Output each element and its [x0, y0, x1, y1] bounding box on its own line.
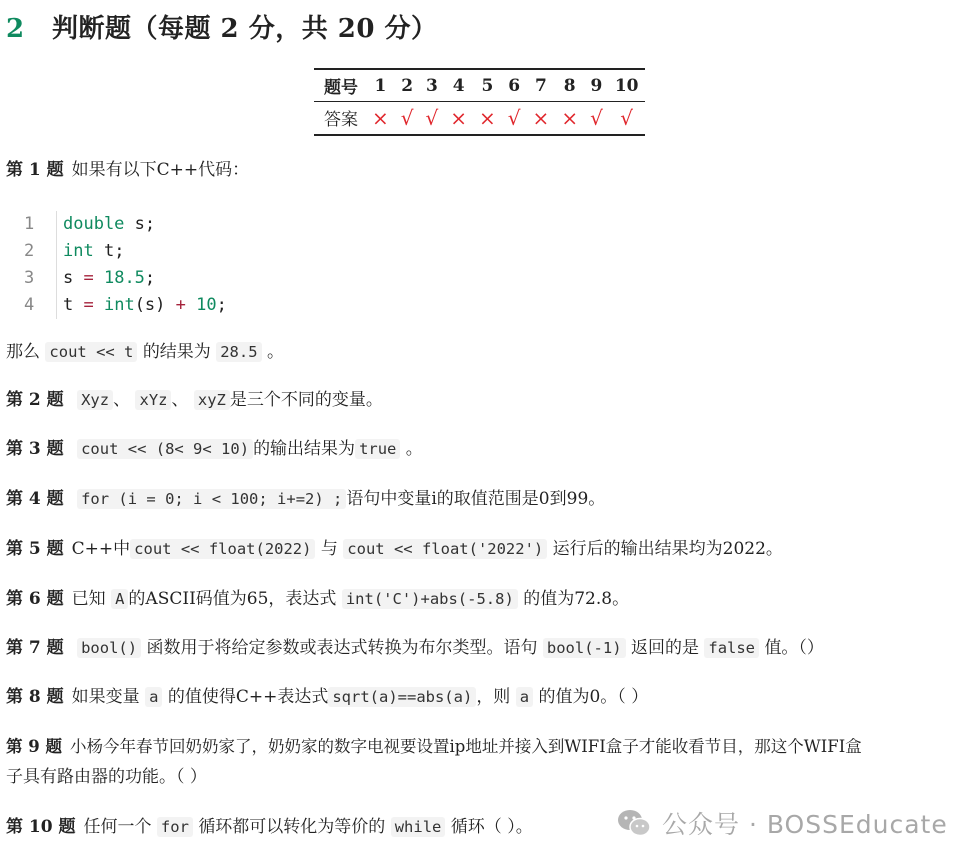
inline-code: for (i = 0; i < 100; i+=2) ;: [77, 489, 346, 509]
answer-table: [314, 68, 645, 136]
code-operator: =: [73, 268, 104, 288]
text: 是三个不同的变量。: [229, 390, 383, 410]
text: 返回的是: [630, 638, 699, 658]
text: 值。（）: [764, 638, 824, 658]
inline-code: bool(-1): [543, 638, 626, 658]
question-label: 第 10 题: [6, 817, 76, 837]
inline-code: xYz: [135, 390, 171, 410]
inline-code: true: [355, 439, 400, 459]
code-number: 18.5: [103, 268, 145, 288]
code-keyword: double: [63, 214, 125, 234]
code-text: (s): [134, 295, 176, 315]
inline-code: while: [391, 817, 446, 837]
text: 任何一个: [83, 817, 152, 837]
question-2: [6, 385, 383, 415]
text: 那么: [6, 342, 40, 362]
code-text: s: [63, 268, 74, 288]
text: 的输出结果为: [253, 439, 356, 459]
question-4: [6, 484, 605, 514]
answer-mark: ×: [532, 105, 550, 130]
answer-mark: ×: [479, 105, 496, 130]
answer-mark: ×: [372, 105, 389, 130]
inline-code: cout << float('2022'): [343, 539, 547, 559]
inline-code: A: [111, 589, 128, 609]
code-text: ;: [216, 295, 227, 315]
question-10: [6, 812, 533, 842]
question-label: 第 2 题: [6, 390, 64, 410]
code-keyword: int: [63, 241, 94, 261]
answer-table-header-row: [314, 69, 645, 102]
text: C++中: [71, 539, 131, 559]
code-text: t: [63, 295, 74, 315]
text: 如果变量: [71, 687, 140, 707]
code-text: ;: [144, 268, 156, 288]
question-number: 7: [527, 69, 556, 102]
answer-mark: √: [425, 105, 439, 130]
code-number: 10: [196, 295, 217, 315]
code-text: t;: [93, 241, 125, 261]
inline-code: sqrt(a)==abs(a): [328, 687, 476, 707]
code-line: [24, 265, 227, 292]
inline-code: bool(): [77, 638, 141, 658]
text: 。: [405, 439, 423, 459]
text: 运行后的输出结果均为2022。: [552, 539, 783, 559]
code-keyword: int: [103, 295, 135, 315]
question-label: 第 9 题: [6, 737, 62, 756]
answer-mark: √: [507, 105, 521, 130]
inline-code: for: [157, 817, 193, 837]
question-1-followup: [6, 337, 284, 367]
text: ，则: [476, 687, 511, 707]
question-number: 6: [502, 69, 527, 102]
text: 已知: [71, 589, 106, 609]
text: 小杨今年春节回奶奶家了，奶奶家的数字电视要设置ip地址并接入到WIFI盒子才能收看节目，那这个WIFI盒: [69, 737, 862, 756]
inline-code: cout << (8< 9< 10): [77, 439, 253, 459]
text: 、: [113, 390, 131, 410]
section-title: [6, 8, 437, 45]
line-number: 1: [24, 211, 57, 238]
question-label: 第 4 题: [6, 489, 64, 509]
question-5: [6, 534, 783, 564]
section-number: 2: [6, 14, 25, 44]
question-number: 3: [420, 69, 445, 102]
question-label: 第 8 题: [6, 687, 64, 707]
question-number: 9: [584, 69, 609, 102]
question-text: 如果有以下C++代码：: [71, 160, 250, 180]
line-number: 2: [24, 238, 57, 265]
line-number: 3: [24, 265, 57, 292]
inline-code: cout << t: [45, 342, 137, 362]
question-number: 5: [473, 69, 502, 102]
question-number: 4: [444, 69, 473, 102]
code-line: [24, 211, 227, 238]
question-number: 10: [609, 69, 645, 102]
answer-mark: ×: [450, 105, 468, 130]
line-number: 4: [24, 292, 57, 319]
inline-code: 28.5: [216, 342, 261, 362]
header-label: 题号: [314, 69, 366, 102]
code-text: s;: [124, 214, 156, 234]
question-label: 第 3 题: [6, 439, 64, 459]
answer-mark: ×: [561, 105, 579, 130]
text: 的结果为: [142, 342, 211, 362]
inline-code: Xyz: [77, 390, 113, 410]
question-number: 8: [555, 69, 584, 102]
text: 子具有路由器的功能。（ ）: [6, 767, 207, 787]
answer-mark: √: [400, 105, 414, 130]
inline-code: cout << float(2022): [130, 539, 315, 559]
question-1: [6, 155, 249, 185]
text: 的值使得C++表达式: [167, 687, 329, 707]
section-heading: 判断题（每题 2 分，共 20 分）: [52, 14, 438, 44]
wechat-icon: [616, 808, 652, 838]
text: 循环都可以转化为等价的: [198, 817, 386, 837]
answer-mark: √: [620, 105, 634, 130]
inline-code: int('C')+abs(-5.8): [342, 589, 518, 609]
code-operator: =: [73, 295, 104, 315]
question-label: 第 6 题: [6, 589, 64, 609]
text: 的ASCII码值为65，表达式: [128, 589, 337, 609]
question-8: [6, 682, 648, 712]
inline-code: xyZ: [194, 390, 230, 410]
question-label: 第 1 题: [6, 160, 64, 180]
answer-table-answer-row: [314, 102, 645, 136]
code-line: [24, 238, 227, 265]
question-3: [6, 434, 423, 464]
text: 。: [266, 342, 284, 362]
inline-code: false: [704, 638, 759, 658]
watermark: [616, 805, 948, 841]
question-9-continued: [6, 762, 207, 792]
text: 、: [171, 390, 189, 410]
question-label: 第 7 题: [6, 638, 64, 658]
text: 的值为0。（ ）: [538, 687, 649, 707]
row-label: 答案: [324, 110, 358, 130]
text: 的值为72.8。: [523, 589, 630, 609]
question-7: [6, 633, 824, 663]
inline-code: a: [516, 687, 533, 707]
text: 函数用于将给定参数或表达式转换为布尔类型。语句: [146, 638, 538, 658]
code-line: [24, 292, 227, 319]
code-operator: +: [175, 295, 186, 315]
question-6: [6, 584, 629, 614]
code-block: [24, 211, 227, 319]
inline-code: a: [145, 687, 162, 707]
text: 语句中变量i的取值范围是0到99。: [346, 489, 606, 509]
question-9: [6, 732, 862, 762]
question-label: 第 5 题: [6, 539, 64, 559]
watermark-text: 公众号 · BOSSEducate: [662, 810, 948, 839]
text: 与: [320, 539, 338, 559]
code-text: [186, 295, 196, 315]
question-number: 2: [395, 69, 420, 102]
question-number: 1: [366, 69, 395, 102]
answer-mark: √: [590, 105, 603, 130]
text: 循环（ ）。: [450, 817, 533, 837]
